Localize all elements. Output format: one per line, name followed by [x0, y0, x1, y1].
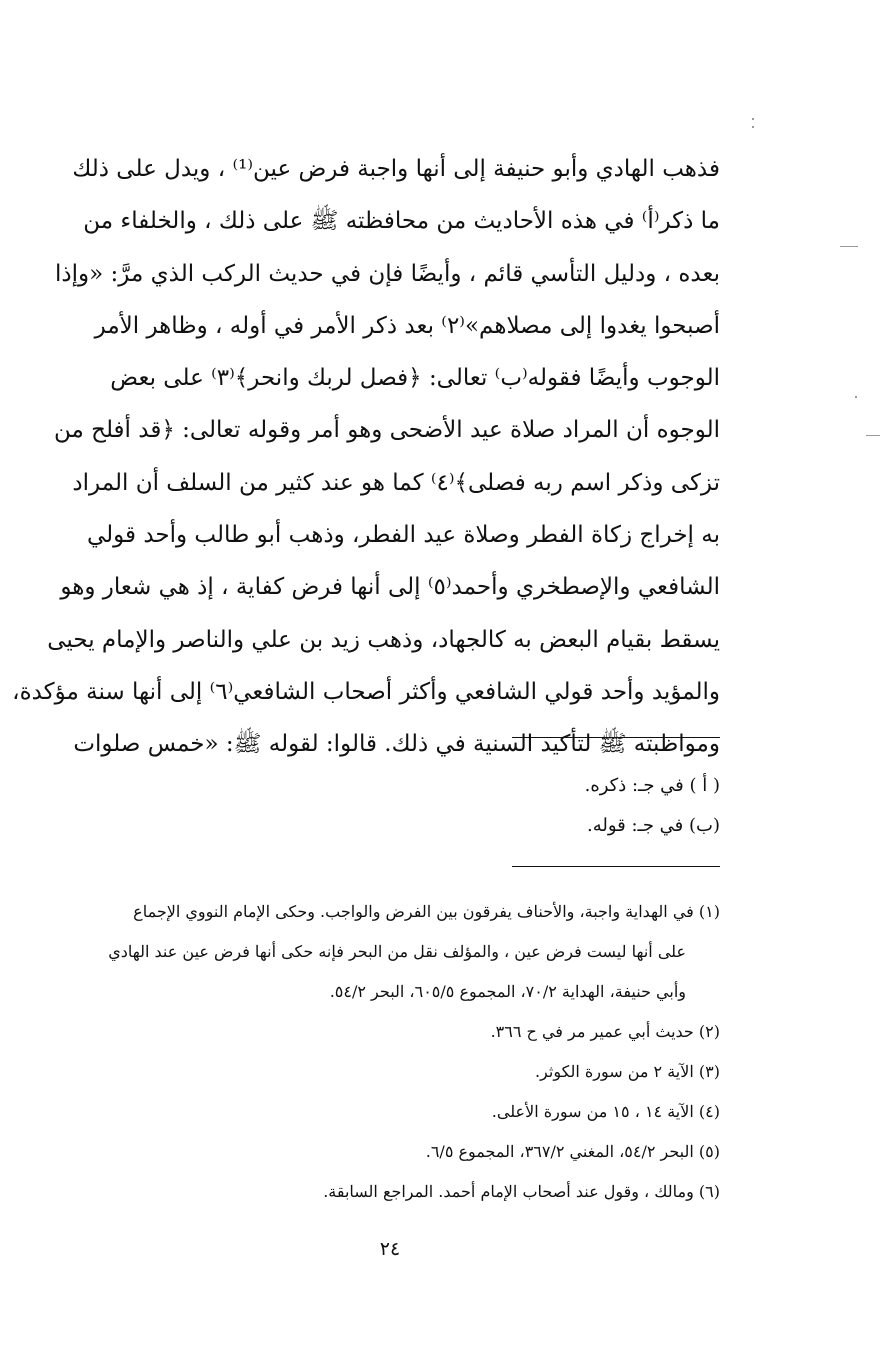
scan-speck [855, 396, 857, 398]
footnote-line: وأبي حنيفة، الهداية ٧٠/٢، المجموع ٦٠٥/٥، البحر ٥٤/٢. [329, 982, 686, 1001]
text-line: الشافعي والإصطخري وأحمد⁽٥⁾ إلى أنها فرض كفاية ، إذ هي شعار وهو [60, 574, 720, 601]
text-line: ومواظبته ﷺ لتأكيد السنية في ذلك. قالوا: لقوله ﷺ: «خمس صلوات [73, 731, 720, 758]
variant-notes [300, 766, 720, 846]
scan-speck [752, 118, 754, 120]
footnote-line: على أنها ليست فرض عين ، والمؤلف نقل من البحر فإنه حكى أنها فرض عين عند الهادي [108, 942, 686, 961]
footnote-divider [512, 737, 720, 738]
footnote-line: (٣) الآية ٢ من سورة الكوثر. [534, 1062, 720, 1081]
footnote-line: (١) في الهداية واجبة، والأحناف يفرقون بين الفرض والواجب. وحكى الإمام النووي الإجماع [133, 902, 720, 921]
scan-speck [840, 246, 858, 247]
main-text [12, 143, 720, 771]
text-line: ما ذكر⁽أ⁾ في هذه الأحاديث من محافظته ﷺ على ذلك ، والخلفاء من [83, 208, 720, 235]
scan-speck [866, 435, 880, 436]
text-line: بعده ، ودليل التأسي قائم ، وأيضًا فإن في حديث الركب الذي مرَّ: «وإذا [55, 260, 720, 287]
footnote-line: (٢) حديث أبي عمير مر في ح ٣٦٦. [490, 1022, 720, 1041]
text-line: أصبحوا يغدوا إلى مصلاهم»⁽٢⁾ بعد ذكر الأمر في أوله ، وظاهر الأمر [94, 312, 720, 339]
text-line: فذهب الهادي وأبو حنيفة إلى أنها واجبة فرض عين⁽¹⁾ ، ويدل على ذلك [72, 156, 720, 182]
scan-speck [752, 126, 754, 128]
footnotes [60, 892, 720, 1212]
variant-note: (ب) في جـ: قوله. [587, 815, 720, 836]
page-number: ٢٤ [379, 1238, 401, 1260]
footnote-line: (٤) الآية ١٤ ، ١٥ من سورة الأعلى. [491, 1102, 720, 1121]
text-line: والمؤيد وأحد قولي الشافعي وأكثر أصحاب الشافعي⁽٦⁾ إلى أنها سنة مؤكدة، [12, 678, 720, 705]
footnote-line: (٥) البحر ٥٤/٢، المغني ٣٦٧/٢، المجموع ٦/٥. [425, 1142, 720, 1161]
text-line: الوجوب وأيضًا فقوله⁽ب⁾ تعالى: ﴿فصل لربك وانحر﴾⁽٣⁾ على بعض [110, 365, 720, 392]
text-line: يسقط بقيام البعض به كالجهاد، وذهب زيد بن علي والناصر والإمام يحيى [47, 626, 720, 653]
text-line: الوجوه أن المراد صلاة عيد الأضحى وهو أمر وقوله تعالى: ﴿قد أفلح من [53, 417, 720, 444]
footnote-divider [512, 866, 720, 867]
text-line: تزكى وذكر اسم ربه فصلى﴾⁽٤⁾ كما هو عند كثير من السلف أن المراد [72, 469, 720, 496]
text-line: به إخراج زكاة الفطر وصلاة عيد الفطر، وذهب أبو طالب وأحد قولي [86, 522, 720, 549]
variant-note: ( أ ) في جـ: ذكره. [584, 775, 720, 796]
footnote-line: (٦) ومالك ، وقول عند أصحاب الإمام أحمد. المراجع السابقة. [323, 1182, 720, 1201]
